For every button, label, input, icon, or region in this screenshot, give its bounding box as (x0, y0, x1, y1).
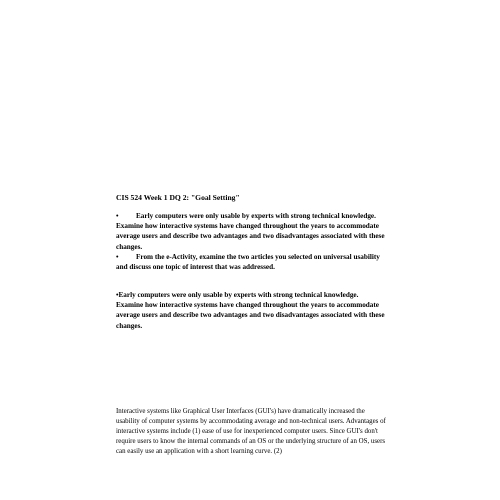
question-item-1 (116, 211, 386, 252)
question-list (116, 211, 386, 272)
question-text-1: Early computers were only usable by experts with strong technical knowledge. Examine how interactive systems have changed throughout the years to accommodate average users and describe two advantages and two disadvantages associated with these changes. (116, 212, 385, 251)
question-text-2: From the e-Activity, examine the two articles you selected on universal usability and discuss one topic of interest that was addressed. (116, 252, 380, 272)
answer-paragraph: Interactive systems like Graphical User Interfaces (GUI's) have dramatically increased the usability of computer systems by accommodating average and non-technical users. Advantages of interactive systems include (1) ease of use for inexperienced computer users. Since GUI's don't require users to know the internal commands of an OS or the underlying structure of an OS, users can easily use an application with a short learning curve. (2) (116, 408, 386, 455)
restated-question: •Early computers were only usable by experts with strong technical knowledge. Examine how interactive systems have changed throughout the years to accommodate average users and describe two advantages and two disadvantages associated with these changes. (116, 291, 385, 330)
document-title: CIS 524 Week 1 DQ 2: "Goal Setting" (116, 193, 240, 202)
bullet-marker: • (116, 212, 119, 220)
bullet-marker: • (116, 252, 119, 261)
question-item-2 (116, 252, 386, 272)
